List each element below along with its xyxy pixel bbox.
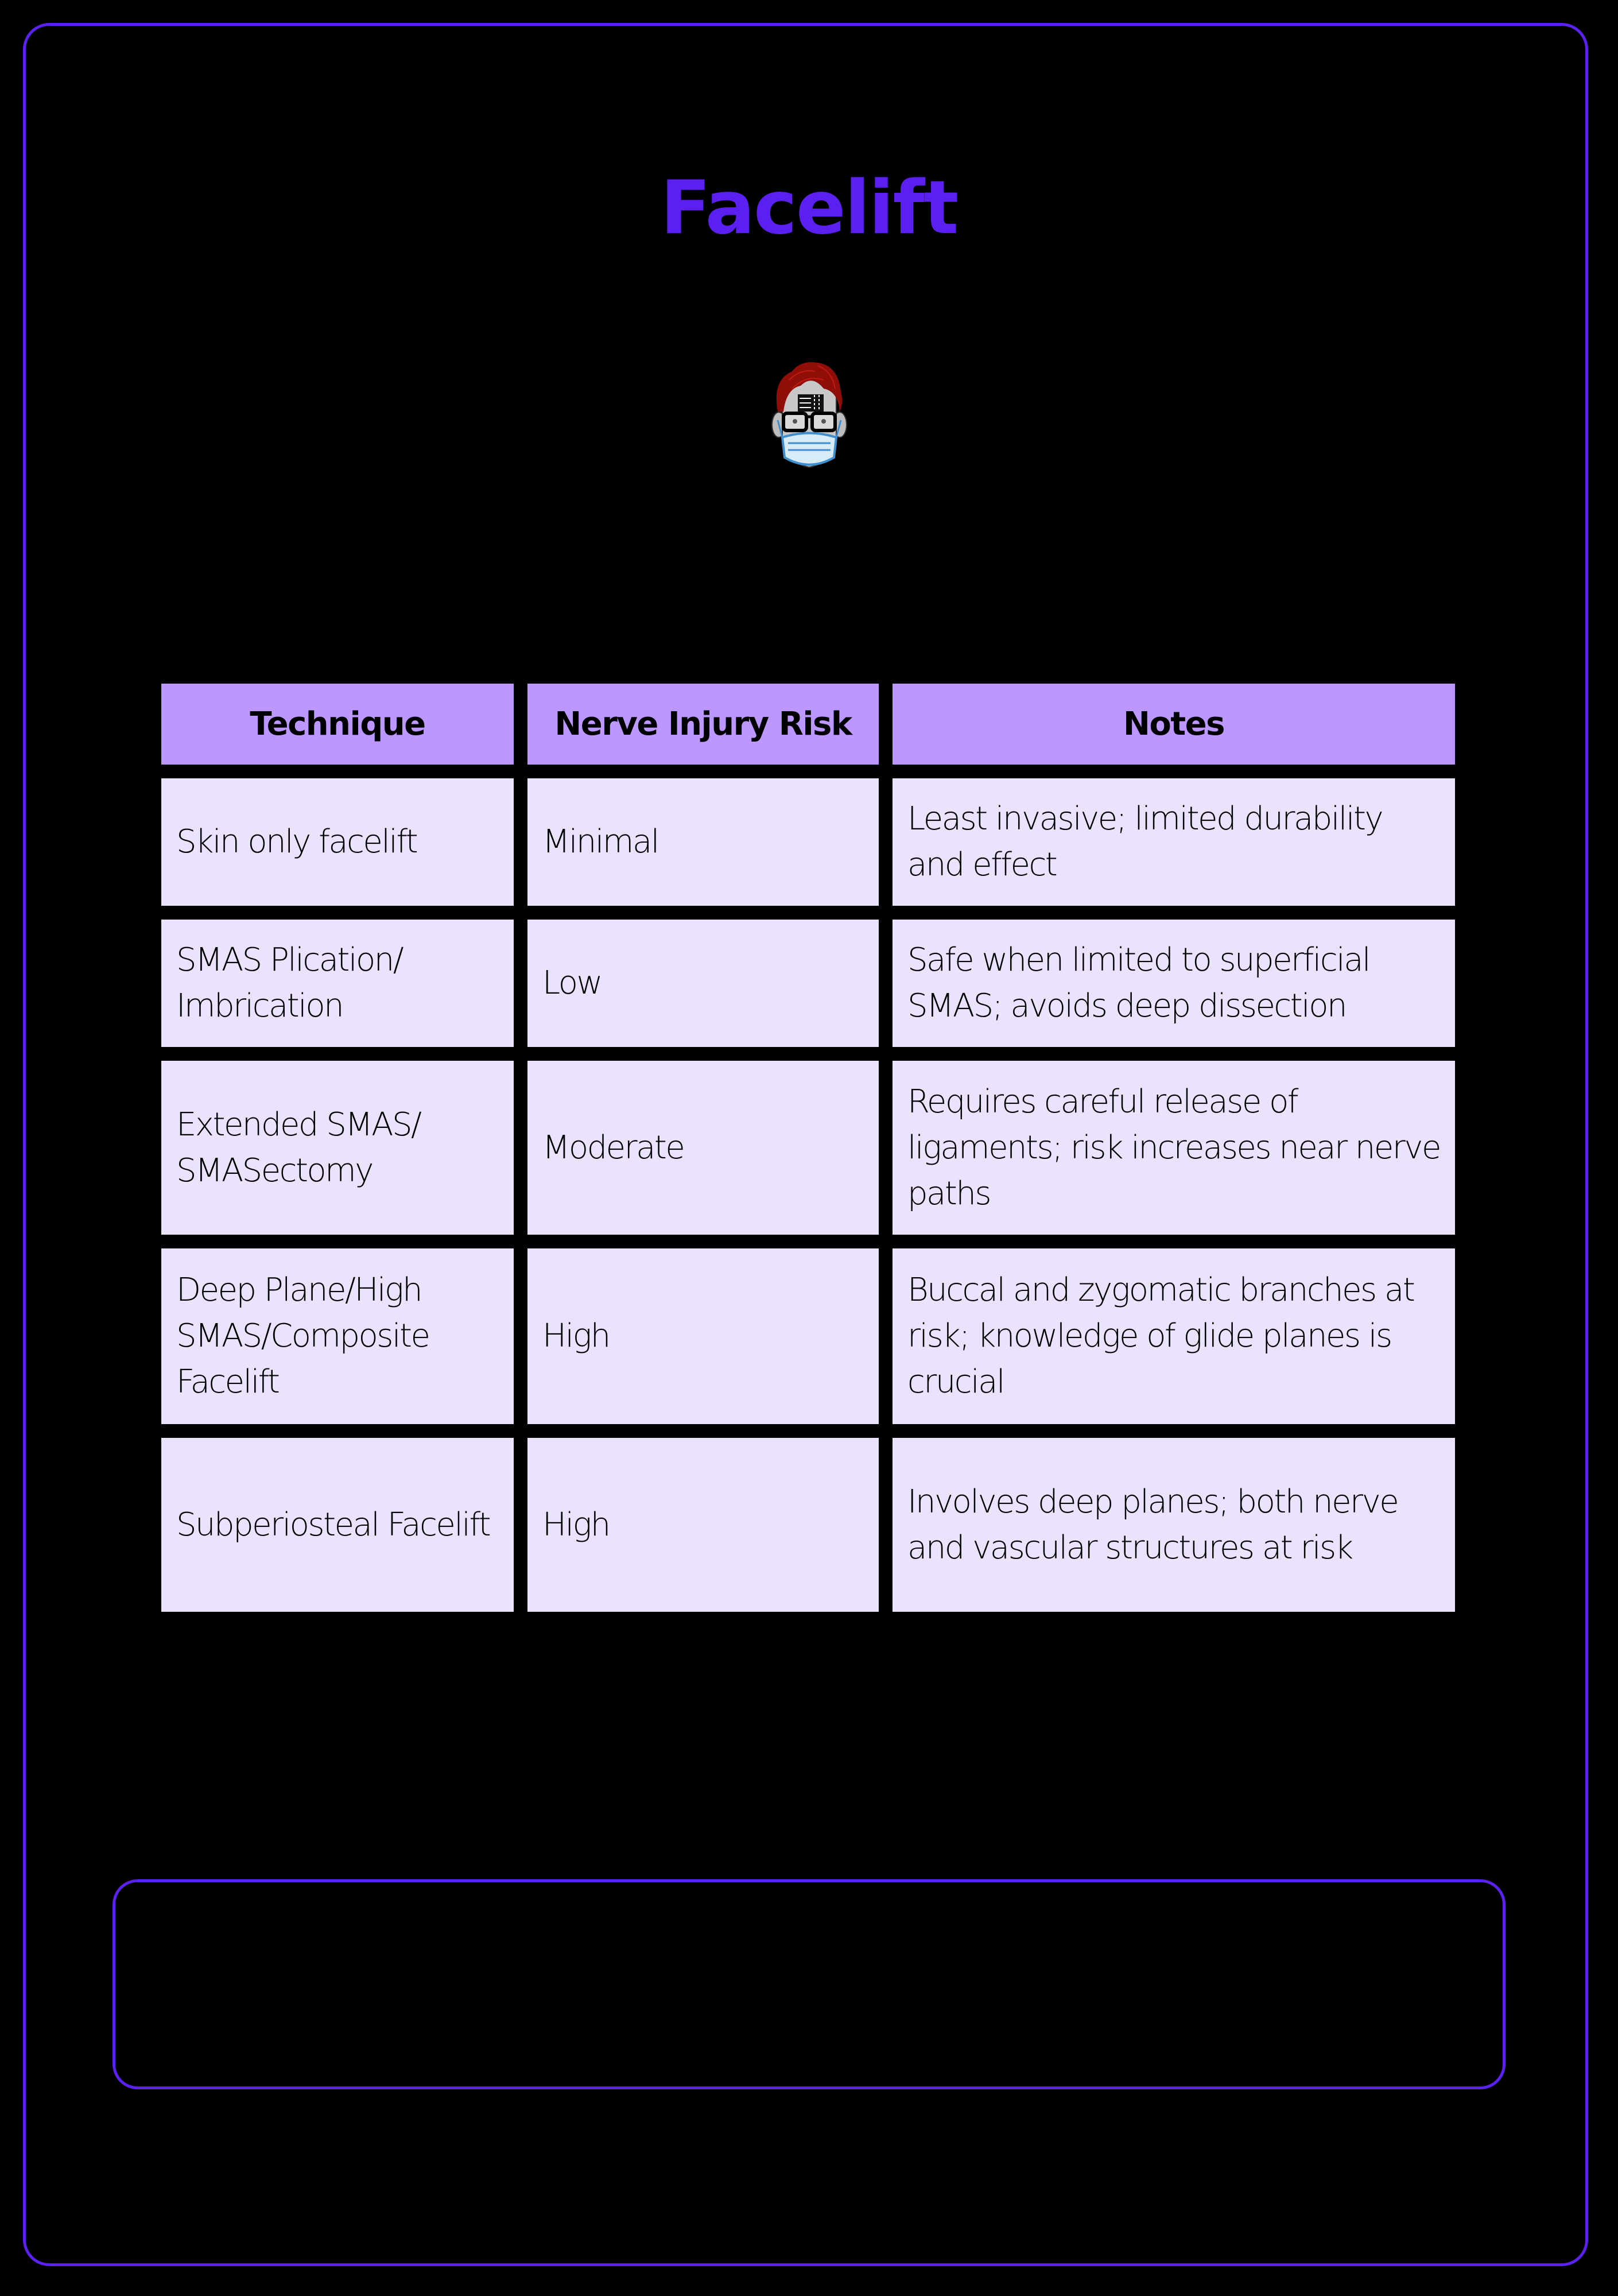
notes-text: Least invasive; limited durability and effect [907, 800, 1383, 883]
table-row [161, 920, 1456, 1047]
risk-cell [527, 1248, 879, 1424]
table-row [161, 1061, 1456, 1235]
table-row [161, 778, 1456, 906]
technique-cell [161, 778, 514, 906]
technique-cell [161, 1061, 514, 1235]
risk-cell [527, 1438, 879, 1612]
column-header-label: Technique [250, 705, 425, 743]
technique-text: SMAS Plication/ Imbrication [176, 941, 403, 1025]
technique-text: Deep Plane/High SMAS/Composite Facelift [176, 1271, 429, 1401]
notes-cell [893, 778, 1455, 906]
technique-text: Extended SMAS/ SMASectomy [176, 1106, 421, 1189]
notes-cell [893, 1438, 1455, 1612]
table-header-row [161, 684, 1456, 765]
risk-text: Moderate [542, 1128, 684, 1166]
column-header-notes [893, 684, 1455, 765]
technique-cell [161, 1438, 514, 1612]
risk-cell [527, 1061, 879, 1235]
column-header-risk [527, 684, 879, 765]
notes-cell [893, 1061, 1455, 1235]
risk-text: Low [542, 964, 602, 1002]
technique-cell [161, 920, 514, 1047]
risk-text: High [542, 1506, 610, 1543]
page-title: Facelift [660, 165, 958, 251]
empty-note-box [112, 1879, 1506, 2089]
notes-text: Buccal and zygomatic branches at risk; knowledge of glide planes is crucial [907, 1271, 1414, 1401]
notes-text: Involves deep planes; both nerve and vascular structures at risk [907, 1483, 1398, 1566]
column-header-label: Notes [1123, 705, 1224, 743]
technique-risk-table [161, 684, 1456, 1626]
column-header-label: Nerve Injury Risk [554, 705, 852, 743]
technique-text: Subperiosteal Facelift [176, 1506, 490, 1543]
risk-text: High [542, 1317, 610, 1355]
risk-cell [527, 920, 879, 1047]
column-header-technique [161, 684, 514, 765]
table-row [161, 1248, 1456, 1424]
notes-cell [893, 1248, 1455, 1424]
notes-cell [893, 920, 1455, 1047]
table-row [161, 1438, 1456, 1612]
technique-text: Skin only facelift [176, 823, 417, 860]
masked-doctor-avatar-icon [766, 357, 852, 472]
technique-cell [161, 1248, 514, 1424]
risk-text: Minimal [542, 823, 658, 860]
notes-text: Safe when limited to superficial SMAS; avoids deep dissection [907, 941, 1370, 1025]
risk-cell [527, 778, 879, 906]
notes-text: Requires careful release of ligaments; risk increases near nerve paths [907, 1083, 1440, 1212]
